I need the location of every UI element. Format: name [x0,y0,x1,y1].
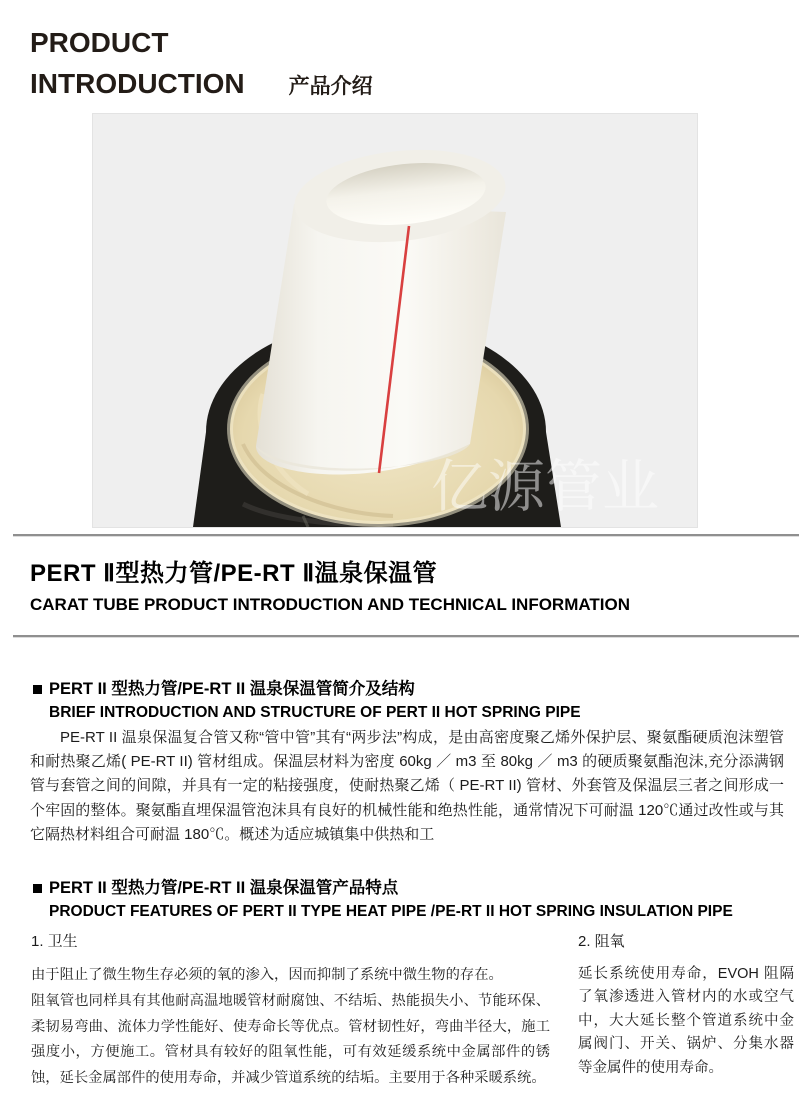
feature-hygiene-para2: 阻氧管也同样具有其他耐高温地暖管材耐腐蚀、不结垢、热能损失小、节能环保、柔韧易弯曲、流体力学性能好、使寿命长等优点。管材韧性好，弯曲半径大，施工强度小，方便施工。管材具有较好的阻氧性能，可有效延缓系统中金属部件的锈蚀，延长金属部件的使用寿命，并减少管道系统的结垢。主要用于各种采暖系统。 [31,992,550,1087]
square-bullet-icon [33,884,42,893]
product-photo [92,113,698,528]
section-features-heading-en: PRODUCT FEATURES OF PERT II TYPE HEAT PIPE /PE-RT II HOT SPRING INSULATION PIPE [49,903,733,920]
feature-hygiene-para1: 由于阻止了微生物生存必须的氧的渗入，因而抑制了系统中微生物的存在。 [31,967,503,983]
section-intro-heading-cn: PERT II 型热力管/PE-RT II 温泉保温管简介及结构 [33,678,793,701]
section-intro-heading [33,678,793,723]
header-subtitle-cn: 产品介绍 [288,75,373,98]
square-bullet-icon [33,685,42,694]
feature-oxygen-barrier-title: 2. 阻氧 [578,933,625,950]
feature-oxygen-barrier [578,932,794,1080]
feature-hygiene [31,932,550,1092]
page-header [30,22,373,107]
section-intro-heading-en: BRIEF INTRODUCTION AND STRUCTURE OF PERT II HOT SPRING PIPE [49,704,581,721]
watermark-text: 亿源管业 [431,454,659,520]
feature-hygiene-title: 1. 卫生 [31,933,78,950]
header-title-line2: INTRODUCTION 产品介绍 [30,68,373,99]
header-title-en [30,22,373,107]
intro-paragraph: PE-RT II 温泉保温复合管又称“管中管”其有“两步法”构成，是由高密度聚乙烯外保护层、聚氨酯硬质泡沫塑管和耐热聚乙烯( PE-RT II) 管材组成。保温层材料为密度 60kg ／ m3 至 80kg ／ m3 的硬质聚氨酯泡沫,充分添满钢管与套管之间的间隙，并具有一定的粘接强度，使耐热聚乙烯（ PE-RT II) 管材、外套管及保温层三者之间形成一个牢固的整体。聚氨酯直埋保温管泡沫具有良好的机械性能和绝热性能，通常情况下可耐温 120℃通过改性或与其它隔热材料组合可耐温 180℃。概述为适应城镇集中供热和工 [30,729,784,843]
header-title-line1: PRODUCT [30,27,169,58]
section-features-heading [33,877,793,922]
inner-pipe [256,140,510,474]
pipe-photo-illustration [93,114,697,527]
divider-rule-top [13,534,799,536]
product-title-en: CARAT TUBE PRODUCT INTRODUCTION AND TECHNICAL INFORMATION [30,595,630,614]
feature-oxygen-barrier-para: 延长系统使用寿命，EVOH 阻隔了氧渗透进入管材内的水或空气中，大大延长整个管道系统中金属阀门、开关、锅炉、分集水器等金属件的使用寿命。 [578,966,794,1076]
divider-rule-bottom [13,635,799,637]
product-title-block [30,558,790,617]
product-title-cn: PERT Ⅱ型热力管/PE-RT Ⅱ温泉保温管 [30,560,438,587]
section-features-heading-cn: PERT II 型热力管/PE-RT II 温泉保温管产品特点 [33,877,793,900]
